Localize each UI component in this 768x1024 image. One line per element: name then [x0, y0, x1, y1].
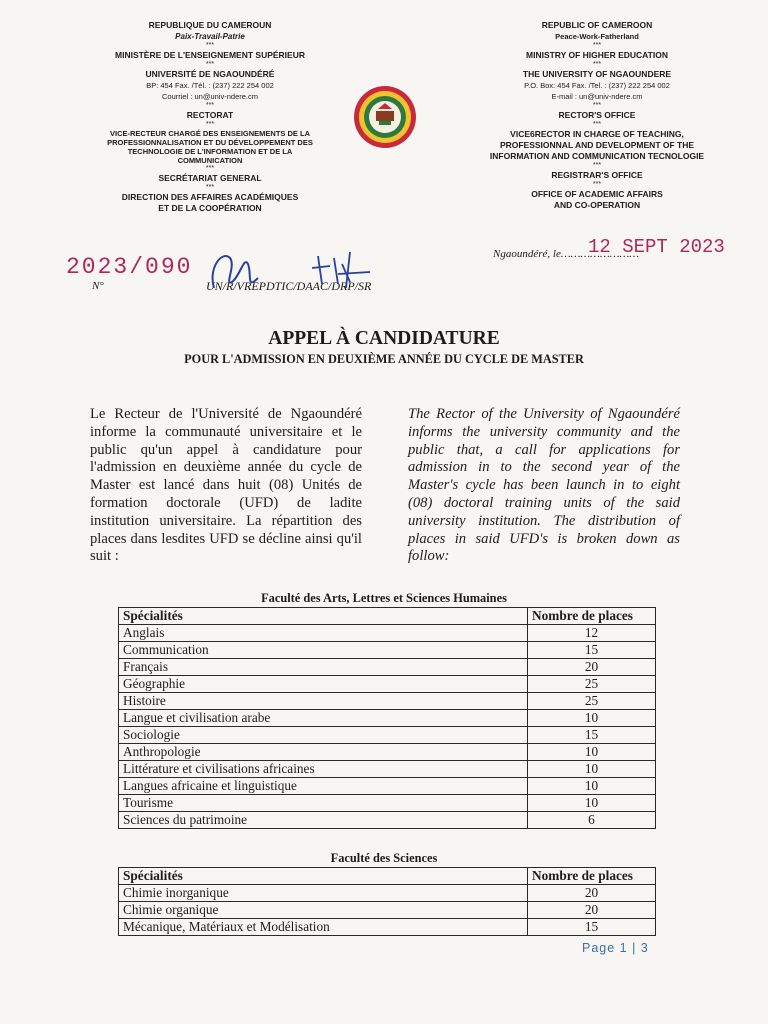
table-row	[119, 727, 656, 744]
contact-fr-1: BP: 454 Fax. /Tél. : (237) 222 254 002	[146, 81, 274, 90]
places-table-sciences	[118, 867, 656, 936]
country-en: REPUBLIC OF CAMEROON	[541, 20, 653, 30]
specialty-cell: Tourisme	[119, 795, 528, 812]
separator: ***	[592, 102, 602, 109]
header-left	[60, 20, 360, 214]
motto-fr: Paix-Travail-Patrie	[175, 32, 245, 41]
vice-rector-fr-1: VICE-RECTEUR CHARGÉ DES ENSEIGNEMENTS DE LA	[109, 129, 311, 138]
table-row	[119, 885, 656, 902]
places-cell: 20	[528, 902, 656, 919]
vice-rector-fr-3: TECHNOLOGIE DE L'INFORMATION ET DE LA	[127, 147, 293, 156]
page-number: Page 1 | 3	[582, 941, 649, 955]
places-cell: 15	[528, 642, 656, 659]
vice-rector-en-2: PROFESSIONNAL AND DEVELOPMENT OF THE	[499, 140, 695, 150]
page-subtitle: POUR L'ADMISSION EN DEUXIÈME ANNÉE DU CYCLE DE MASTER	[184, 352, 584, 366]
reference-no-label: N°	[92, 280, 104, 292]
places-cell: 20	[528, 885, 656, 902]
places-cell: 15	[528, 919, 656, 936]
places-cell: 12	[528, 625, 656, 642]
specialty-cell: Littérature et civilisations africaines	[119, 761, 528, 778]
ministry-fr: MINISTÈRE DE L'ENSEIGNEMENT SUPÉRIEUR	[115, 50, 305, 60]
office-fr: RECTORAT	[186, 110, 234, 120]
office-en: RECTOR'S OFFICE	[558, 110, 636, 120]
faculty-title: Faculté des Arts, Lettres et Sciences Humaines	[261, 591, 507, 605]
registrar-en: REGISTRAR'S OFFICE	[551, 170, 643, 180]
separator: ***	[205, 102, 215, 109]
specialty-cell: Géographie	[119, 676, 528, 693]
table-row	[119, 761, 656, 778]
separator: ***	[205, 42, 215, 49]
contact-en-1: P.O. Box: 454 Fax. /Tel. : (237) 222 254 002	[524, 81, 670, 90]
places-cell: 6	[528, 812, 656, 829]
table-row	[119, 778, 656, 795]
ministry-en: MINISTRY OF HIGHER EDUCATION	[526, 50, 668, 60]
table-row	[119, 625, 656, 642]
country-fr: REPUBLIQUE DU CAMEROUN	[148, 20, 272, 30]
places-cell: 10	[528, 761, 656, 778]
specialty-cell: Langues africaine et linguistique	[119, 778, 528, 795]
places-cell: 10	[528, 795, 656, 812]
specialty-cell: Anglais	[119, 625, 528, 642]
specialty-cell: Chimie inorganique	[119, 885, 528, 902]
university-en: THE UNIVERSITY OF NGAOUNDERE	[522, 69, 672, 79]
separator: ***	[592, 181, 602, 188]
separator: ***	[592, 162, 602, 169]
specialty-cell: Sociologie	[119, 727, 528, 744]
page-title: APPEL À CANDIDATURE	[268, 328, 500, 349]
date-stamp: 12 SEPT 2023	[588, 236, 725, 258]
places-cell: 10	[528, 744, 656, 761]
academic-en-2: AND CO-OPERATION	[553, 200, 641, 210]
specialty-cell: Histoire	[119, 693, 528, 710]
vice-rector-en-1: VICE6RECTOR IN CHARGE OF TEACHING,	[510, 129, 684, 139]
table-row	[119, 902, 656, 919]
table-row	[119, 642, 656, 659]
intro-english: The Rector of the University of Ngaoundéré informs the university community and the public that, a call for applications for admission in to the second year of the Master's cycle has been launch in to eight (08) doctoral training units of the said university institution. The distribution of places in said UFD's is broken down as follow:	[408, 406, 680, 565]
vice-rector-fr-2: PROFESSIONNALISATION ET DU DÉVELOPPEMENT DES	[107, 138, 313, 147]
contact-en-2: E-mail : un@univ-ndere.cm	[551, 92, 643, 101]
specialty-cell: Langue et civilisation arabe	[119, 710, 528, 727]
contact-fr-2: Courriel : un@univ-ndere.cm	[162, 92, 258, 101]
table-header-row	[119, 608, 656, 625]
direction-fr-1: DIRECTION DES AFFAIRES ACADÉMIQUES	[121, 192, 299, 202]
table-row	[119, 693, 656, 710]
table-row	[119, 795, 656, 812]
table-header-row	[119, 868, 656, 885]
specialty-cell: Mécanique, Matériaux et Modélisation	[119, 919, 528, 936]
table-row	[119, 919, 656, 936]
university-logo	[352, 84, 418, 150]
places-cell: 10	[528, 710, 656, 727]
col-places-header: Nombre de places	[528, 608, 656, 625]
direction-fr-2: ET DE LA COOPÉRATION	[158, 203, 262, 213]
specialty-cell: Chimie organique	[119, 902, 528, 919]
table-row	[119, 659, 656, 676]
secretariat-fr: SECRÉTARIAT GENERAL	[158, 173, 262, 183]
university-fr: UNIVERSITÉ DE NGAOUNDÉRÉ	[145, 69, 275, 79]
table-body	[119, 885, 656, 936]
separator: ***	[205, 121, 215, 128]
places-cell: 15	[528, 727, 656, 744]
faculty-title: Faculté des Sciences	[330, 851, 438, 865]
place-date: Ngaoundéré, le……………………	[493, 248, 640, 260]
table-row	[119, 812, 656, 829]
table-row	[119, 710, 656, 727]
col-specialty-header: Spécialités	[119, 608, 528, 625]
specialty-cell: Communication	[119, 642, 528, 659]
col-specialty-header: Spécialités	[119, 868, 528, 885]
table-row	[119, 676, 656, 693]
places-cell: 20	[528, 659, 656, 676]
separator: ***	[592, 42, 602, 49]
separator: ***	[205, 165, 215, 172]
separator: ***	[592, 121, 602, 128]
reference-stamp-number: 2023/090	[66, 254, 193, 280]
specialty-cell: Sciences du patrimoine	[119, 812, 528, 829]
vice-rector-en-3: INFORMATION AND COMMUNICATION TECNOLOGIE	[489, 151, 705, 161]
signature	[200, 238, 400, 298]
places-table-arts	[118, 607, 656, 829]
separator: ***	[592, 61, 602, 68]
reference-code: UN/R/VREPDTIC/DAAC/DRP/SR	[206, 279, 372, 293]
table-body	[119, 625, 656, 829]
header-right	[452, 20, 742, 211]
intro-french: Le Recteur de l'Université de Ngaoundéré informe la communauté universitaire et le public qu'un appel à candidature pour l'admission en deuxième année du cycle de Master est lancé dans huit (08) Unités de formation doctorale (UFD) de ladite institution universitaire. La répartition des places dans lesdites UFD se décline ainsi qu'il suit :	[90, 406, 362, 565]
vice-rector-fr-4: COMMUNICATION	[177, 156, 243, 165]
places-cell: 25	[528, 676, 656, 693]
academic-en-1: OFFICE OF ACADEMIC AFFAIRS	[531, 189, 663, 199]
separator: ***	[205, 61, 215, 68]
specialty-cell: Anthropologie	[119, 744, 528, 761]
separator: ***	[205, 184, 215, 191]
places-cell: 10	[528, 778, 656, 795]
specialty-cell: Français	[119, 659, 528, 676]
col-places-header: Nombre de places	[528, 868, 656, 885]
motto-en: Peace-Work-Fatherland	[555, 32, 639, 41]
places-cell: 25	[528, 693, 656, 710]
table-row	[119, 744, 656, 761]
